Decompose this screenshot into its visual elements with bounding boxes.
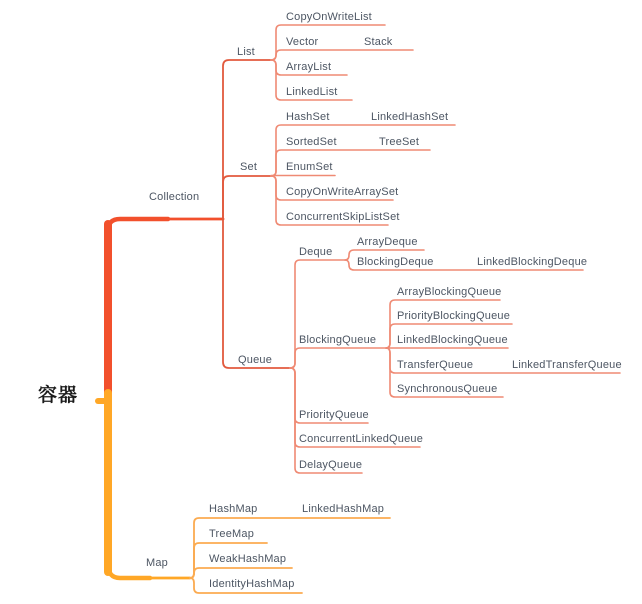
node-stack[interactable]: Stack	[364, 36, 393, 48]
node-vector[interactable]: Vector	[286, 36, 319, 48]
node-copyonwritelist[interactable]: CopyOnWriteList	[286, 11, 372, 23]
node-synchronousqueue[interactable]: SynchronousQueue	[397, 383, 498, 395]
node-arraylist[interactable]: ArrayList	[286, 61, 332, 73]
link-blockingqueue-line	[290, 348, 386, 368]
node-hashset[interactable]: HashSet	[286, 111, 330, 123]
link-hashmap-line	[190, 518, 390, 578]
map-trunk-elbow	[108, 564, 150, 578]
link-queue-line	[223, 219, 290, 368]
node-transferqueue[interactable]: TransferQueue	[397, 359, 474, 371]
node-sortedset[interactable]: SortedSet	[286, 136, 337, 148]
node-deque[interactable]: Deque	[299, 246, 333, 258]
node-concurrentskiplistset[interactable]: ConcurrentSkipListSet	[286, 211, 400, 223]
link-weakhashmap-line	[190, 568, 292, 578]
node-identityhashmap[interactable]: IdentityHashMap	[209, 578, 295, 590]
node-enumset[interactable]: EnumSet	[286, 161, 333, 173]
node-list[interactable]: List	[237, 46, 255, 58]
collection-level1-links	[223, 60, 290, 368]
collection-branch-trunk	[108, 219, 223, 399]
node-hashmap[interactable]: HashMap	[209, 503, 258, 515]
node-linkedhashset[interactable]: LinkedHashSet	[371, 111, 449, 123]
node-blockingdeque[interactable]: BlockingDeque	[357, 256, 434, 268]
node-linkedblockingqueue[interactable]: LinkedBlockingQueue	[397, 334, 508, 346]
root-node[interactable]: 容器	[38, 384, 79, 406]
collection-trunk-elbow	[108, 219, 168, 231]
node-map[interactable]: Map	[146, 557, 168, 569]
node-linkedhashmap[interactable]: LinkedHashMap	[302, 503, 385, 515]
link-set-line	[223, 176, 271, 219]
node-weakhashmap[interactable]: WeakHashMap	[209, 553, 287, 565]
node-priorityqueue[interactable]: PriorityQueue	[299, 409, 369, 421]
node-arrayblockingqueue[interactable]: ArrayBlockingQueue	[397, 286, 502, 298]
node-arraydeque[interactable]: ArrayDeque	[357, 236, 418, 248]
node-queue[interactable]: Queue	[238, 354, 273, 366]
node-blockingqueue[interactable]: BlockingQueue	[299, 334, 377, 346]
node-collection[interactable]: Collection	[149, 191, 200, 203]
node-treemap[interactable]: TreeMap	[209, 528, 255, 540]
node-treeset[interactable]: TreeSet	[379, 136, 420, 148]
link-vector-stack-line	[271, 50, 413, 60]
node-linkedblockingdeque[interactable]: LinkedBlockingDeque	[477, 256, 588, 268]
node-linkedlist[interactable]: LinkedList	[286, 86, 338, 98]
node-concurrentlinkedqueue[interactable]: ConcurrentLinkedQueue	[299, 433, 424, 445]
node-linkedtransferqueue[interactable]: LinkedTransferQueue	[512, 359, 622, 371]
link-list-line	[223, 60, 271, 219]
node-copyonwritearrayset[interactable]: CopyOnWriteArraySet	[286, 186, 399, 198]
map-branch-trunk	[98, 393, 190, 578]
node-priorityblockingqueue[interactable]: PriorityBlockingQueue	[397, 310, 511, 322]
link-deque-line	[290, 260, 345, 368]
node-delayqueue[interactable]: DelayQueue	[299, 459, 363, 471]
node-set[interactable]: Set	[240, 161, 258, 173]
